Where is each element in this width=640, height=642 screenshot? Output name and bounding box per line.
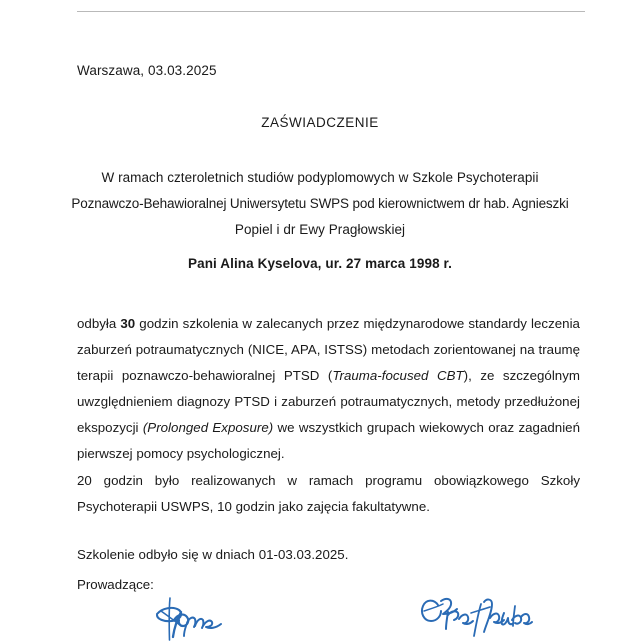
intro-block bbox=[62, 165, 578, 243]
para1-part3: ), ze szczególnym uwzględnieniem diagnozy PTSD i zaburzeń potraumatycznych, metody przedłużonej ekspozycji bbox=[77, 368, 580, 436]
recipient-name-line: Pani Alina Kyselova, ur. 27 marca 1998 r. bbox=[187, 256, 452, 271]
para1-italic-pe: (Prolonged Exposure) bbox=[142, 420, 274, 436]
para1-part4: we wszystkich grupach wiekowych oraz zagadnień pierwszej pomocy psychologicznej. bbox=[77, 420, 581, 462]
intro-line-2: Poznawczo-Behawioralnej Uniwersytetu SWPS pod kierownictwem dr hab. Agnieszki bbox=[71, 196, 569, 211]
body-paragraph-3: Szkolenie odbyło się w dniach 01-03.03.2025. bbox=[77, 547, 349, 563]
signature-popiel-icon bbox=[148, 596, 240, 642]
date-and-place: Warszawa, 03.03.2025 bbox=[77, 63, 217, 78]
para1-part2: godzin szkolenia w zalecanych przez międzynarodowe standardy leczenia zaburzeń potraumatycznych (NICE, APA, ISTSS) metodach zorientowanej na traumę terapii poznawczo-behawioralnej PTSD ( bbox=[77, 316, 580, 384]
para1-italic-tfcbt: Trauma-focused CBT bbox=[332, 368, 464, 384]
para1-hours: 30 bbox=[120, 316, 136, 332]
document-title: ZAŚWIADCZENIE bbox=[261, 115, 379, 130]
para1-part1: odbyła bbox=[77, 316, 121, 332]
signatures-label: Prowadzące: bbox=[77, 577, 154, 592]
signature-praglowska-icon bbox=[418, 592, 534, 642]
top-divider-rule bbox=[77, 11, 585, 12]
body-paragraph-1 bbox=[77, 311, 580, 467]
body-paragraph-2: 20 godzin było realizowanych w ramach programu obowiązkowego Szkoły Psychoterapii USWPS, 10 godzin jako zajęcia fakultatywne. bbox=[77, 473, 580, 515]
intro-line-1: W ramach czteroletnich studiów podyplomowych w Szkole Psychoterapii bbox=[101, 170, 539, 185]
intro-line-3: Popiel i dr Ewy Pragłowskiej bbox=[234, 222, 406, 237]
